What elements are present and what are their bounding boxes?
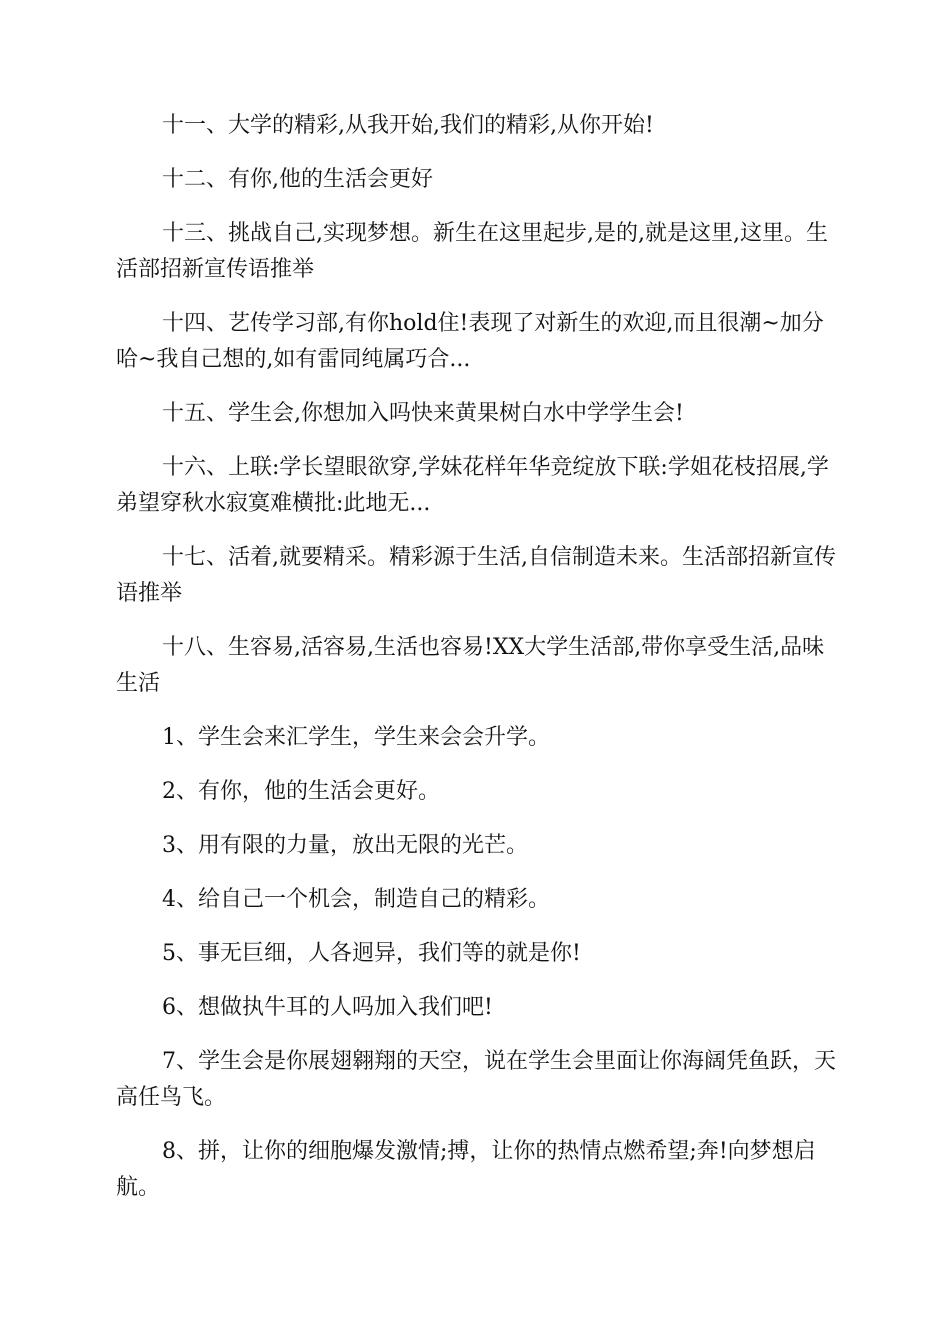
list-item-3: 3、用有限的力量，放出无限的光芒。 <box>162 833 528 858</box>
paragraph-13: 十三、挑战自己,实现梦想。新生在这里起步,是的,就是这里,这里。生活部招新宣传语推举 <box>116 221 828 282</box>
list-item-4: 4、给自己一个机会，制造自己的精彩。 <box>162 887 550 912</box>
paragraph-11: 十一、大学的精彩,从我开始,我们的精彩,从你开始! <box>162 113 654 138</box>
paragraph-18: 十八、生容易,活容易,生活也容易!XX大学生活部,带你享受生活,品味生活 <box>116 635 825 696</box>
list-item-6: 6、想做执牛耳的人吗加入我们吧! <box>162 995 493 1020</box>
list-item-1: 1、学生会来汇学生，学生来会会升学。 <box>162 725 550 750</box>
list-item-2: 2、有你，他的生活会更好。 <box>162 779 440 804</box>
document-body <box>116 108 836 1224</box>
list-item-5: 5、事无巨细，人各迥异，我们等的就是你! <box>162 941 581 966</box>
list-item-7: 7、学生会是你展翅翱翔的天空，说在学生会里面让你海阔凭鱼跃，天高任鸟飞。 <box>116 1049 836 1110</box>
paragraph-15: 十五、学生会,你想加入吗快来黄果树白水中学学生会! <box>162 401 684 426</box>
paragraph-17: 十七、活着,就要精采。精彩源于生活,自信制造未来。生活部招新宣传语推举 <box>116 545 836 606</box>
paragraph-14: 十四、艺传学习部,有你hold住!表现了对新生的欢迎,而且很潮~加分哈~我自己想的,如有雷同纯属巧合... <box>116 311 824 372</box>
list-item-8: 8、拼，让你的细胞爆发激情;搏，让你的热情点燃希望;奔!向梦想启航。 <box>116 1139 816 1200</box>
paragraph-16: 十六、上联:学长望眼欲穿,学妹花样年华竞绽放下联:学姐花枝招展,学弟望穿秋水寂寞难横批:此地无... <box>116 455 829 516</box>
paragraph-12: 十二、有你,他的生活会更好 <box>162 167 433 192</box>
